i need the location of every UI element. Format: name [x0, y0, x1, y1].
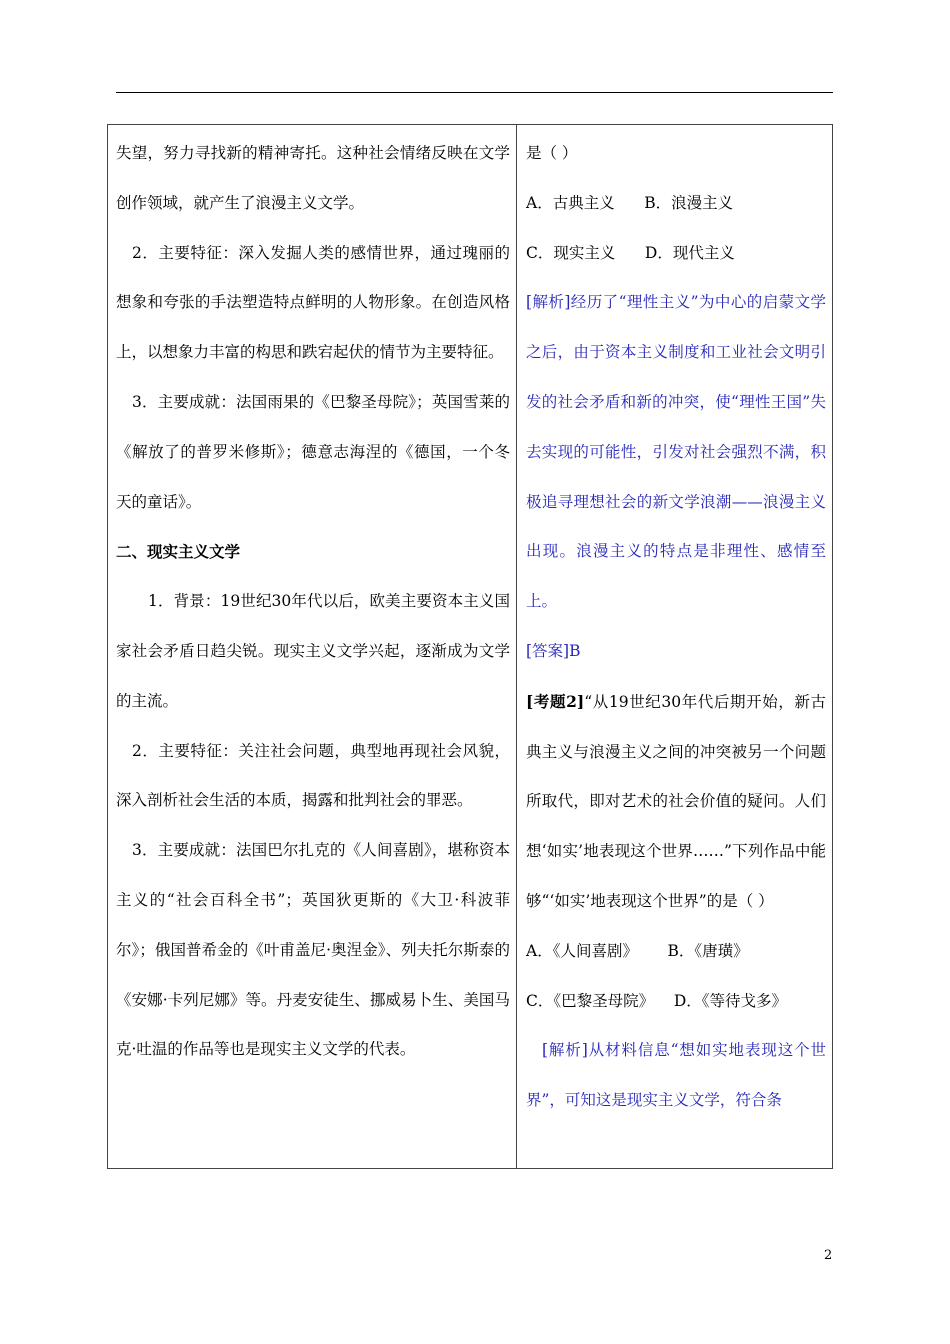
- question2-options-ab: A．《人间喜剧》 B．《唐璜》: [526, 941, 749, 960]
- header-rule: [116, 92, 833, 93]
- question2-stem: [526, 677, 826, 927]
- paragraph-realism-features: 2．主要特征：关注社会问题，典型地再现社会风貌，深入剖析社会生活的本质，揭露和批判社会的罪恶。: [116, 741, 510, 810]
- page-number: 2: [824, 1248, 833, 1263]
- question2-text: “从19世纪30年代后期开始，新古典主义与浪漫主义之间的冲突被另一个问题所取代，即对艺术的社会价值的疑问。人们想‘如实’地表现这个世界……”下列作品中能够“‘如实’地表现这个世界”的是（ ）: [526, 692, 826, 910]
- left-column: [116, 129, 510, 1075]
- question1-options-ab: A．古典主义 B．浪漫主义: [526, 193, 734, 212]
- paragraph-romanticism-background-tail: 失望，努力寻找新的精神寄托。这种社会情绪反映在文学创作领域，就产生了浪漫主义文学。: [116, 144, 510, 212]
- section-heading-realism: 二、现实主义文学: [116, 542, 241, 562]
- question1-answer: [答案]B: [526, 641, 581, 660]
- question2-label: [考题2]: [526, 691, 585, 711]
- paragraph-romanticism-features: 2．主要特征：深入发掘人类的感情世界，通过瑰丽的想象和夸张的手法塑造特点鲜明的人物形象。在创造风格上，以想象力丰富的构思和跌宕起伏的情节为主要特征。: [116, 243, 510, 362]
- question2-options-cd: C．《巴黎圣母院》 D．《等待戈多》: [526, 991, 787, 1010]
- question1-options-cd: C．现实主义 D．现代主义: [526, 243, 735, 262]
- column-divider: [516, 124, 517, 1169]
- paragraph-realism-achievements: 3．主要成就：法国巴尔扎克的《人间喜剧》，堪称资本主义的“社会百科全书”；英国狄更斯的《大卫·科波菲尔》；俄国普希金的《叶甫盖尼·奥涅金》、列夫托尔斯泰的《安娜·卡列尼娜》等。丹麦安徒生、挪威易卜生、美国马克·吐温的作品等也是现实主义文学的代表。: [116, 841, 510, 1059]
- question2-analysis: [解析]从材料信息“想如实地表现这个世界”，可知这是现实主义文学，符合条: [526, 1041, 826, 1110]
- paragraph-romanticism-achievements: 3．主要成就：法国雨果的《巴黎圣母院》；英国雪莱的《解放了的普罗米修斯》；德意志海涅的《德国，一个冬天的童话》。: [116, 392, 510, 511]
- question1-analysis: [解析]经历了“理性主义”为中心的启蒙文学之后，由于资本主义制度和工业社会文明引发的社会矛盾和新的冲突，使“理性王国”失去实现的可能性，引发对社会强烈不满，积极追寻理想社会的新文学浪潮——浪漫主义出现。浪漫主义的特点是非理性、感情至上。: [526, 293, 826, 611]
- question1-stem-tail: 是（ ）: [526, 144, 578, 162]
- paragraph-realism-background: 1．背景：19世纪30年代以后，欧美主要资本主义国家社会矛盾日趋尖锐。现实主义文学兴起，逐渐成为文学的主流。: [116, 592, 510, 710]
- right-column: [526, 129, 826, 1126]
